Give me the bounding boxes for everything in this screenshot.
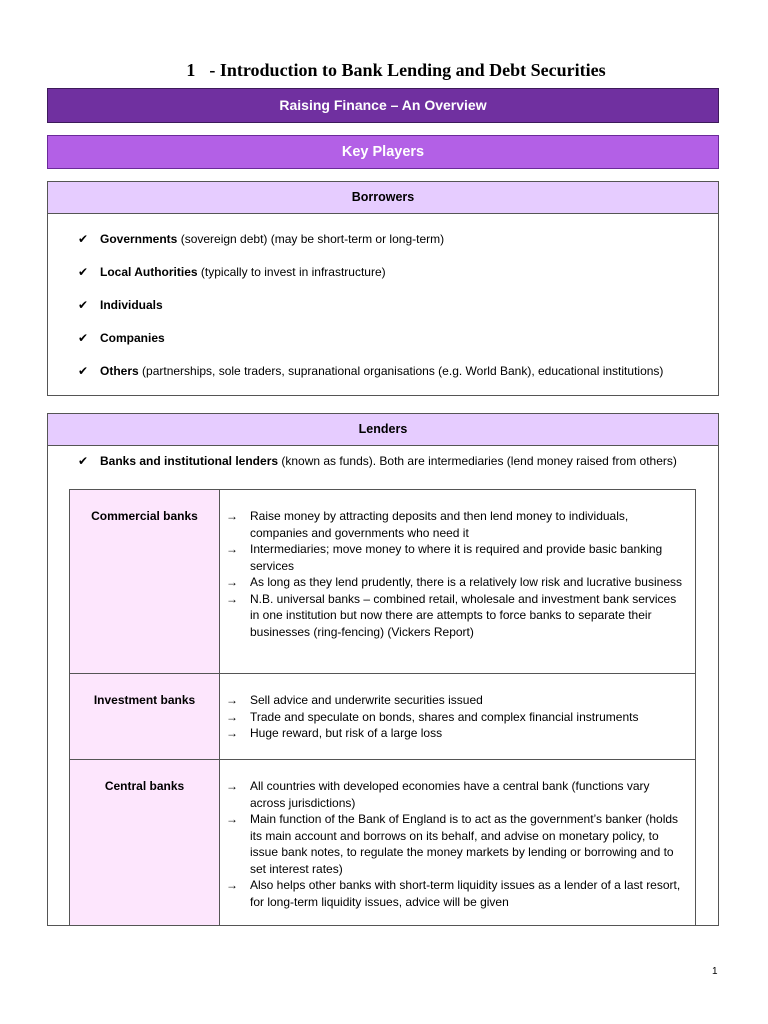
bank-point-text: Raise money by attracting deposits and then lend money to individuals, companies and governments who need it (250, 509, 629, 540)
bank-point-text: N.B. universal banks – combined retail, wholesale and investment bank services in one institution but now there are attempts to force banks to separate their businesses (ring-fencing) (Vickers Report) (250, 591, 677, 639)
table-row (70, 490, 696, 674)
chapter-number: 1 (186, 60, 196, 80)
bank-name: Commercial banks (70, 490, 220, 674)
arrow-icon: → (226, 779, 238, 793)
check-icon: ✔ (78, 298, 89, 312)
arrow-icon: → (226, 812, 238, 826)
page-number: 1 (712, 966, 718, 977)
bank-point-text: Also helps other banks with short-term liquidity issues as a lender of a last resort, for long-term liquidity issues, advice will be given (250, 878, 681, 909)
bank-point (226, 811, 685, 877)
arrow-icon: → (226, 693, 238, 707)
subsection-banner: Key Players (47, 135, 719, 169)
bank-point (226, 778, 685, 811)
bank-point (226, 692, 685, 709)
bank-point-text: All countries with developed economies have a central bank (functions vary across jurisdictions) (250, 779, 650, 810)
arrow-icon: → (226, 575, 238, 589)
bank-types-table (69, 489, 696, 926)
borrower-name: Others (100, 364, 139, 378)
check-icon: ✔ (78, 265, 89, 279)
bank-name: Central banks (70, 760, 220, 926)
borrower-item (48, 297, 718, 330)
borrower-item (48, 363, 718, 396)
lenders-intro-detail: (known as funds). Both are intermediaries (lend money raised from others) (278, 454, 677, 468)
bank-point-text: As long as they lend prudently, there is a relatively low risk and lucrative business (250, 575, 682, 589)
bank-point (226, 725, 685, 742)
borrower-name: Local Authorities (100, 265, 198, 279)
lenders-box (47, 413, 719, 926)
bank-point (226, 709, 685, 726)
bank-description (220, 760, 696, 926)
chapter-title: - Introduction to Bank Lending and Debt Securities (209, 60, 606, 80)
document-title (0, 60, 768, 81)
borrowers-heading: Borrowers (48, 182, 718, 214)
bank-description (220, 490, 696, 674)
table-row (70, 674, 696, 760)
arrow-icon: → (226, 709, 238, 724)
borrowers-list (48, 214, 718, 396)
arrow-icon: → (226, 726, 238, 740)
check-icon: ✔ (78, 454, 89, 468)
bank-point (226, 591, 685, 641)
borrowers-box (47, 181, 719, 396)
borrower-item (48, 264, 718, 297)
bank-point-text: Huge reward, but risk of a large loss (250, 726, 443, 740)
table-row (70, 760, 696, 926)
lenders-heading: Lenders (48, 414, 718, 446)
bank-point (226, 541, 685, 574)
borrower-name: Governments (100, 232, 178, 246)
arrow-icon: → (226, 509, 238, 523)
arrow-icon: → (226, 878, 238, 892)
bank-point-text: Intermediaries; move money to where it is required and provide basic banking services (250, 542, 663, 573)
borrower-detail: (sovereign debt) (may be short-term or long-term) (177, 232, 445, 246)
check-icon: ✔ (78, 364, 89, 378)
borrower-item (48, 330, 718, 363)
bank-point-text: Main function of the Bank of England is to act as the government’s banker (holds its main account and borrows on its behalf, and advise on monetary policy, to issue bank notes, to regulate the money markets by lending or borrowing and to set interest rates) (250, 812, 679, 876)
bank-name: Investment banks (70, 674, 220, 760)
lenders-intro-item (48, 453, 718, 469)
bank-point (226, 877, 685, 910)
check-icon: ✔ (78, 232, 89, 246)
bank-point-text: Trade and speculate on bonds, shares and complex financial instruments (250, 709, 639, 724)
borrower-detail: (partnerships, sole traders, supranational organisations (e.g. World Bank), educational institutions) (138, 364, 664, 378)
borrower-item (48, 231, 718, 264)
arrow-icon: → (226, 542, 238, 556)
bank-description (220, 674, 696, 760)
bank-point-text: Sell advice and underwrite securities issued (250, 693, 483, 707)
lenders-intro-bold: Banks and institutional lenders (100, 454, 279, 468)
lenders-intro-list (48, 446, 718, 469)
borrower-name: Individuals (100, 298, 163, 312)
borrower-name: Companies (100, 331, 165, 345)
bank-point (226, 574, 685, 591)
arrow-icon: → (226, 591, 238, 606)
borrower-detail: (typically to invest in infrastructure) (197, 265, 386, 279)
bank-point (226, 508, 685, 541)
section-banner: Raising Finance – An Overview (47, 88, 719, 123)
check-icon: ✔ (78, 331, 89, 345)
